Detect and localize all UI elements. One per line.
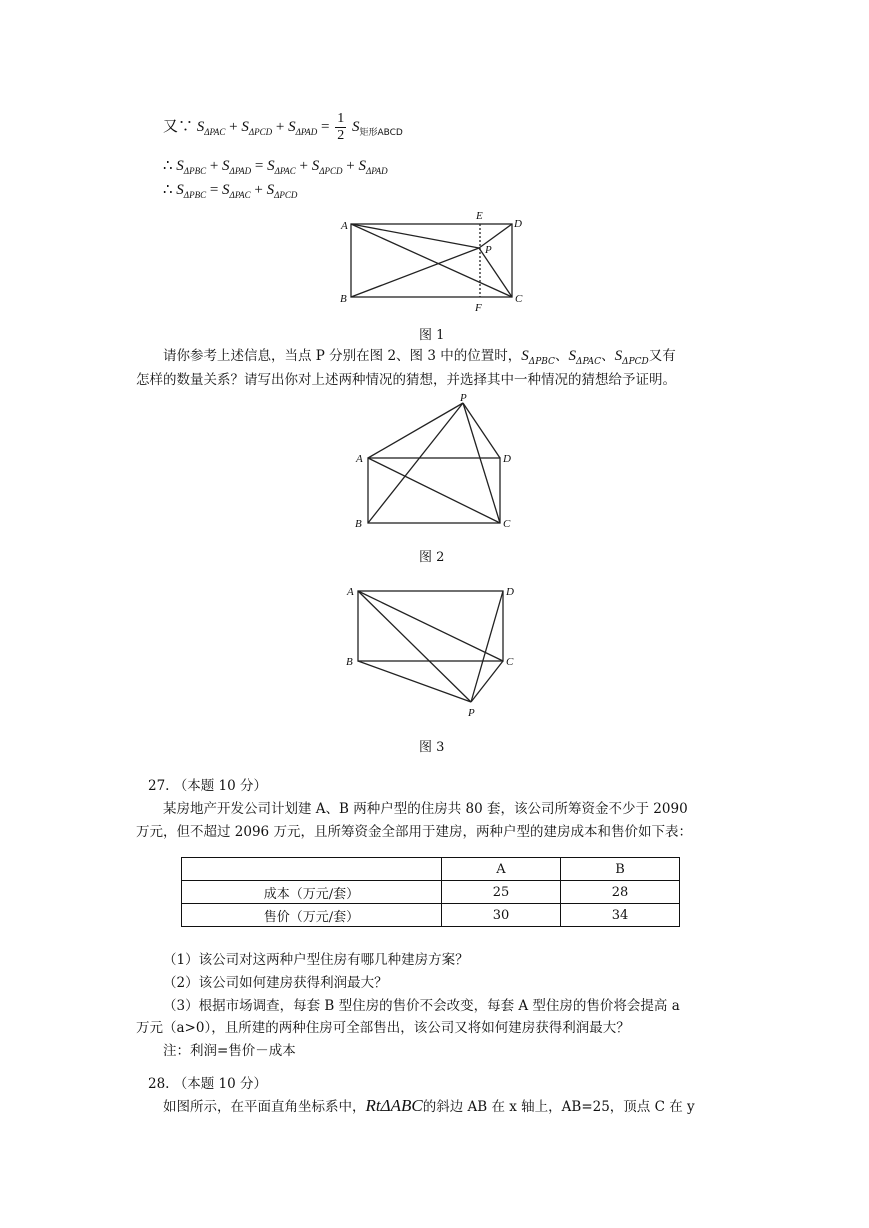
subscript: ΔPAD [295, 126, 318, 137]
q27-intro-2: 万元，但不超过 2096 万元，且所筹资金全部用于建房，两种户型的建房成本和售价如下表： [136, 824, 692, 840]
table-row [182, 904, 680, 927]
table-cell: 34 [561, 904, 680, 927]
figure-2-caption: 图 2 [419, 550, 445, 565]
table-cell: 30 [442, 904, 561, 927]
table-header-cell [182, 858, 442, 881]
q28-triangle-symbol: RtΔABC [365, 1096, 423, 1115]
label-P: P [485, 244, 492, 256]
label-A: A [347, 586, 354, 598]
figure-1-caption: 图 1 [419, 328, 445, 343]
label-C: C [515, 293, 523, 305]
figure-3 [343, 582, 523, 722]
math-line-1: 又∵ $S_{\Delta PAC} + S_{\Delta PCD} + S_{\Delta PAD}$ = $\frac{1}{2}$ $S_{矩形ABCD}$ [163, 111, 403, 143]
table-header-cell: B [561, 858, 680, 881]
subscript: ΔPCD [248, 126, 273, 137]
table-row [182, 881, 680, 904]
q27-sub-3b: 万元（a>0），且所建的两种住房可全部售出，该公司又将如何建房获得利润最大？ [136, 1020, 630, 1036]
label-D: D [503, 453, 511, 465]
table-cell: 28 [561, 881, 680, 904]
math-line-2: ∴ $S_{\Delta PBC} + S_{\Delta PAD} = S_{\Delta PAC} + S_{\Delta PCD} + S_{\Delta PAD}$ [163, 158, 388, 176]
label-C: C [503, 518, 511, 530]
label-B: B [346, 656, 353, 668]
table-cell: 售价（万元/套） [182, 904, 442, 927]
q28-line-1: 如图所示，在平面直角坐标系中，RtΔABC的斜边 AB 在 x 轴上，AB=25，顶点 C 在 y [163, 1096, 695, 1115]
label-A: A [356, 453, 363, 465]
figure-3-caption: 图 3 [419, 740, 445, 755]
label-F: F [475, 302, 482, 314]
q27-sub-2: （2）该公司如何建房获得利润最大？ [163, 975, 388, 991]
math-line-3: ∴ $S_{\Delta PBC} = S_{\Delta PAC} + S_{\Delta PCD}$ [163, 182, 298, 200]
fraction: $\frac{1}{2}$ [337, 111, 345, 143]
label-D: D [506, 586, 514, 598]
q27-note: 注：利润=售价－成本 [163, 1043, 296, 1059]
table-header-cell: A [442, 858, 561, 881]
label-B: B [355, 518, 362, 530]
subscript: 矩形ABCD [359, 127, 403, 138]
subscript: ΔPAC [204, 126, 226, 137]
q27-sub-3a: （3）根据市场调查，每套 B 型住房的售价不会改变，每套 A 型住房的售价将会提高 a [163, 998, 680, 1014]
q26-line-1: 请你参考上述信息，当点 P 分别在图 2、图 3 中的位置时，$S_{\Delta PBC}$、$S_{\Delta PAC}$、$S_{\Delta PCD}$又有 [163, 348, 676, 367]
table-cell: 25 [442, 881, 561, 904]
table-header-row [182, 858, 680, 881]
q28-header: 28. （本题 10 分） [148, 1076, 268, 1092]
label-A: A [341, 220, 348, 232]
figure-2 [350, 393, 520, 533]
label-E: E [476, 210, 483, 222]
q27-header: 27. （本题 10 分） [148, 778, 268, 794]
q27-sub-1: （1）该公司对这两种户型住房有哪几种建房方案？ [163, 952, 469, 968]
label-C: C [506, 656, 514, 668]
table-cell: 成本（万元/套） [182, 881, 442, 904]
q26-line-2: 怎样的数量关系？请写出你对上述两种情况的猜想，并选择其中一种情况的猜想给予证明。 [136, 372, 676, 388]
label-P: P [468, 707, 475, 719]
q27-intro-1: 某房地产开发公司计划建 A、B 两种户型的住房共 80 套，该公司所筹资金不少于 2090 [163, 801, 688, 817]
label-D: D [514, 218, 522, 230]
label-B: B [340, 293, 347, 305]
math-lead: 又∵ [163, 118, 194, 135]
label-P: P [460, 393, 467, 404]
figure-1 [330, 205, 530, 315]
cost-price-table [181, 857, 680, 927]
